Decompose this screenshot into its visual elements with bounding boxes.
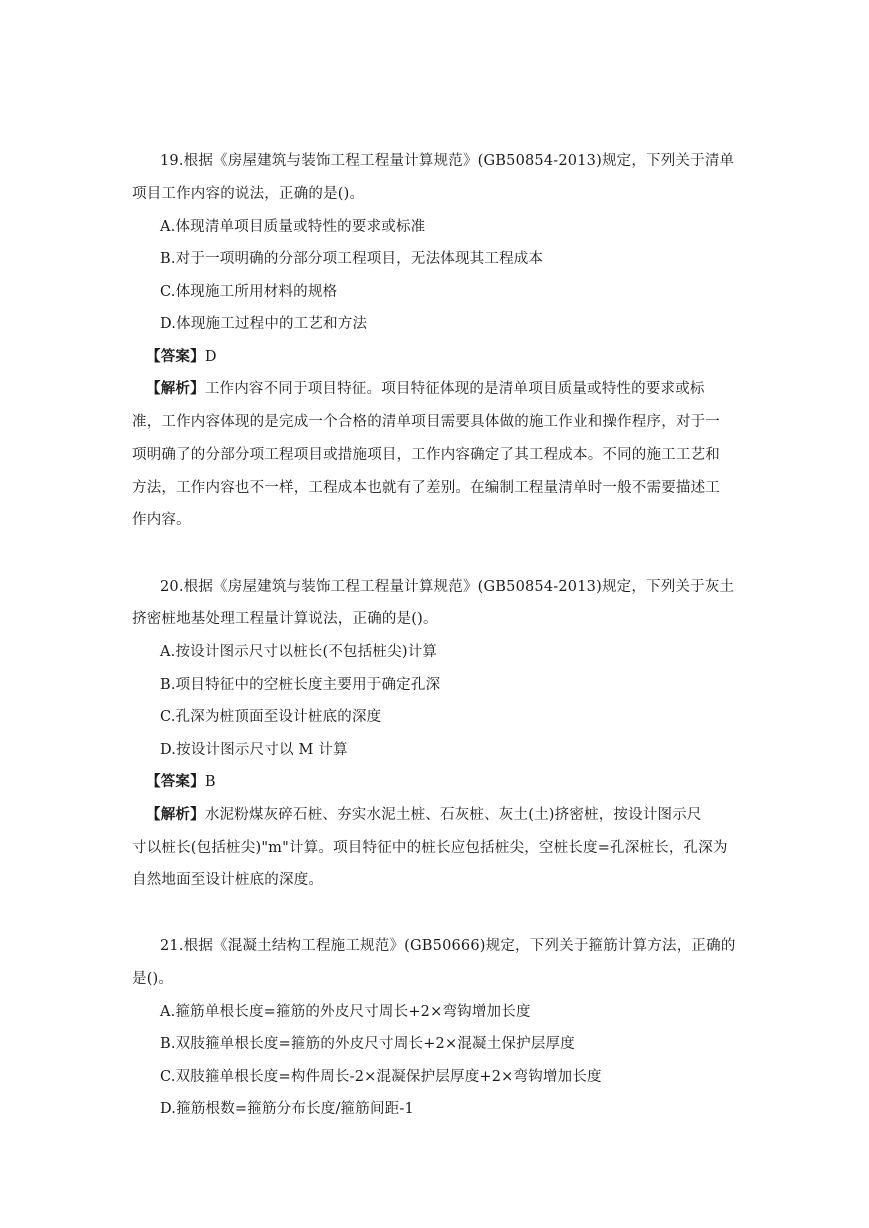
- question-20-explanation-line-3: 自然地面至设计桩底的深度。: [132, 872, 324, 888]
- answer-label: 【答案】: [146, 773, 205, 790]
- question-19-option-a: A.体现清单项目质量或特性的要求或标准: [160, 219, 426, 235]
- answer-value: B: [204, 774, 216, 790]
- question-21-option-c: C.双肢箍单根长度=构件周长-2×混凝保护层厚度+2×弯钩增加长度: [160, 1069, 602, 1085]
- explanation-text: 水泥粉煤灰碎石桩、夯实水泥土桩、石灰桩、灰土(土)挤密桩，按设计图示尺: [204, 807, 702, 823]
- question-20-answer: [146, 772, 216, 792]
- question-20-stem-line-1: 20.根据《房屋建筑与装饰工程工程量计算规范》(GB50854-2013)规定，下列关于灰土: [160, 579, 735, 595]
- question-21-option-d: D.箍筋根数=箍筋分布长度/箍筋间距-1: [160, 1101, 414, 1117]
- question-19-option-c: C.体现施工所用材料的规格: [160, 284, 338, 300]
- question-19-explanation-line-1: [146, 379, 705, 399]
- question-21-option-b: B.双肢箍单根长度=箍筋的外皮尺寸周长+2×混凝土保护层厚度: [160, 1036, 575, 1052]
- answer-value: D: [204, 349, 217, 365]
- question-19-option-b: B.对于一项明确的分部分项工程项目，无法体现其工程成本: [160, 251, 544, 267]
- question-20-option-c: C.孔深为桩顶面至设计桩底的深度: [160, 709, 382, 725]
- question-19-stem-line-2: 项目工作内容的说法，正确的是()。: [132, 186, 365, 202]
- question-21-stem-line-1: 21.根据《混凝土结构工程施工规范》(GB50666)规定，下列关于箍筋计算方法，正确的: [160, 938, 736, 954]
- question-21-option-a: A.箍筋单根长度=箍筋的外皮尺寸周长+2×弯钩增加长度: [160, 1004, 531, 1020]
- explanation-text: 工作内容不同于项目特征。项目特征体现的是清单项目质量或特性的要求或标: [204, 381, 705, 397]
- question-19-explanation-line-3: 项明确了的分部分项工程项目或措施项目，工作内容确定了其工程成本。不同的施工工艺和: [132, 447, 720, 463]
- question-19-explanation-line-2: 准，工作内容体现的是完成一个合格的清单项目需要具体做的施工作业和操作程序，对于一: [132, 414, 720, 430]
- answer-label: 【答案】: [146, 348, 205, 365]
- explanation-label: 【解析】: [146, 380, 205, 397]
- question-20-option-d: D.按设计图示尺寸以 M 计算: [160, 742, 348, 758]
- question-19-explanation-line-5: 作内容。: [132, 512, 191, 528]
- question-19-option-d: D.体现施工过程中的工艺和方法: [160, 316, 368, 332]
- question-20-explanation-line-2: 寸以桩长(包括桩尖)"m"计算。项目特征中的桩长应包括桩尖，空桩长度=孔深桩长，孔深为: [132, 840, 728, 856]
- question-21-stem-line-2: 是()。: [132, 971, 174, 987]
- explanation-label: 【解析】: [146, 806, 205, 823]
- question-20-option-b: B.项目特征中的空桩长度主要用于确定孔深: [160, 677, 441, 693]
- question-20-option-a: A.按设计图示尺寸以桩长(不包括桩尖)计算: [160, 644, 438, 660]
- question-20-stem-line-2: 挤密桩地基处理工程量计算说法，正确的是()。: [132, 611, 438, 627]
- question-20-explanation-line-1: [146, 805, 702, 825]
- question-19-explanation-line-4: 方法，工作内容也不一样，工程成本也就有了差别。在编制工程量清单时一般不需要描述工: [132, 480, 720, 496]
- question-19-stem-line-1: 19.根据《房屋建筑与装饰工程工程量计算规范》(GB50854-2013)规定，下列关于清单: [160, 153, 735, 169]
- question-19-answer: [146, 347, 217, 367]
